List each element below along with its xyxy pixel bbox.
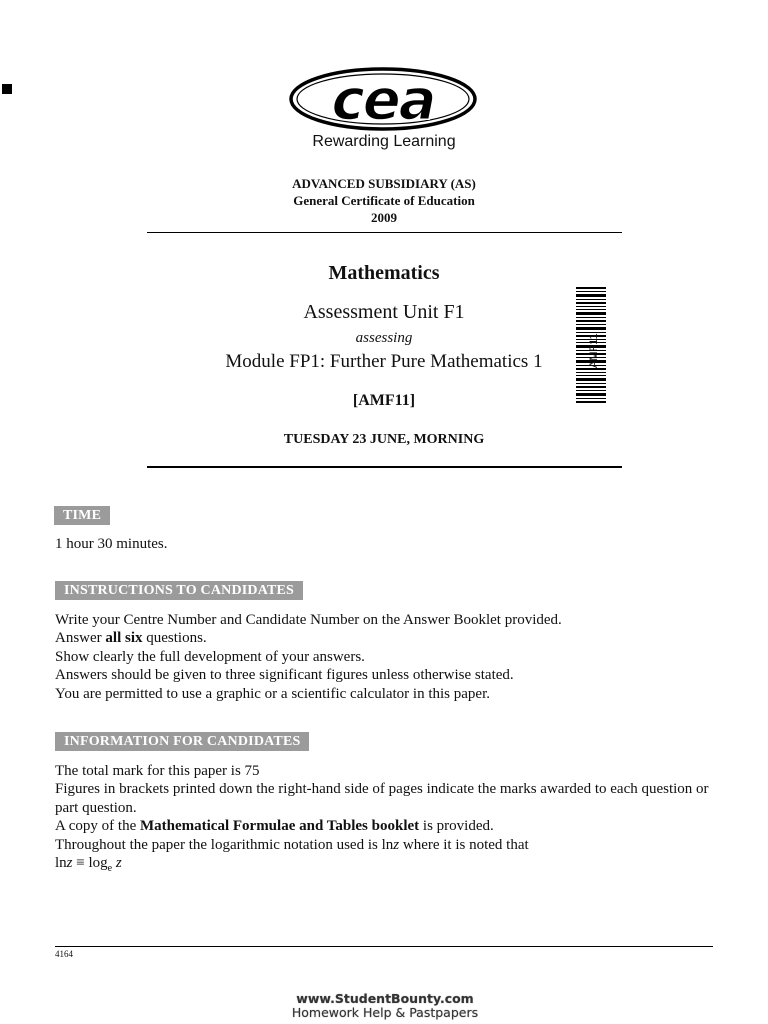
paper-code: [AMF11] [352,392,416,409]
exam-qualification: General Certificate of Education [293,193,475,208]
information-section [55,732,309,750]
watermark-url: www.StudentBounty.com [296,991,474,1006]
instruction-line: Answer all six questions. [55,630,207,647]
logo-tagline: Rewarding Learning [312,133,456,150]
paper-module: Module FP1: Further Pure Mathematics 1 [225,351,543,372]
instructions-heading: INSTRUCTIONS TO CANDIDATES [55,581,303,600]
registration-mark [2,84,12,94]
instructions-list [55,611,720,703]
footer-divider [55,946,713,947]
information-list [55,762,720,878]
footer-number: 4164 [55,949,73,959]
information-line: The total mark for this paper is 75 [55,763,260,779]
information-line: Throughout the paper the logarithmic notation used is lnz where it is noted that [55,836,529,853]
information-line: Figures in brackets printed down the right-hand side of pages indicate the marks awarded to each question or part question. [55,781,709,816]
exam-year: 2009 [371,210,397,225]
paper-subject: Mathematics [328,262,440,284]
instructions-section [55,581,303,599]
paper-date: TUESDAY 23 JUNE, MORNING [283,432,485,447]
instruction-line: Answers should be given to three significant figures unless otherwise stated. [55,667,514,684]
information-heading: INFORMATION FOR CANDIDATES [55,732,309,751]
exam-header [184,175,584,226]
logo-wordmark: cea [331,68,435,133]
watermark-tagline: Homework Help & Pastpapers [291,1005,479,1020]
time-heading: TIME [54,506,110,525]
time-section [54,506,110,524]
watermark [240,992,530,1020]
cea-logo [288,66,478,136]
paper-assessing: assessing [355,330,413,346]
barcode-label: AMF11 [588,333,600,368]
title-divider [147,466,622,468]
exam-level: ADVANCED SUBSIDIARY (AS) [292,176,476,191]
time-text: 1 hour 30 minutes. [55,536,168,552]
instruction-line: You are permitted to use a graphic or a scientific calculator in this paper. [55,685,490,702]
information-line: A copy of the Mathematical Formulae and Tables booklet is provided. [55,818,494,835]
instruction-line: Write your Centre Number and Candidate Number on the Answer Booklet provided. [55,612,562,628]
information-formula: $\ln z \equiv \log_e z$ [55,855,122,875]
header-divider [147,232,622,233]
paper-unit: Assessment Unit F1 [303,301,465,323]
instruction-line: Show clearly the full development of your answers. [55,648,365,665]
